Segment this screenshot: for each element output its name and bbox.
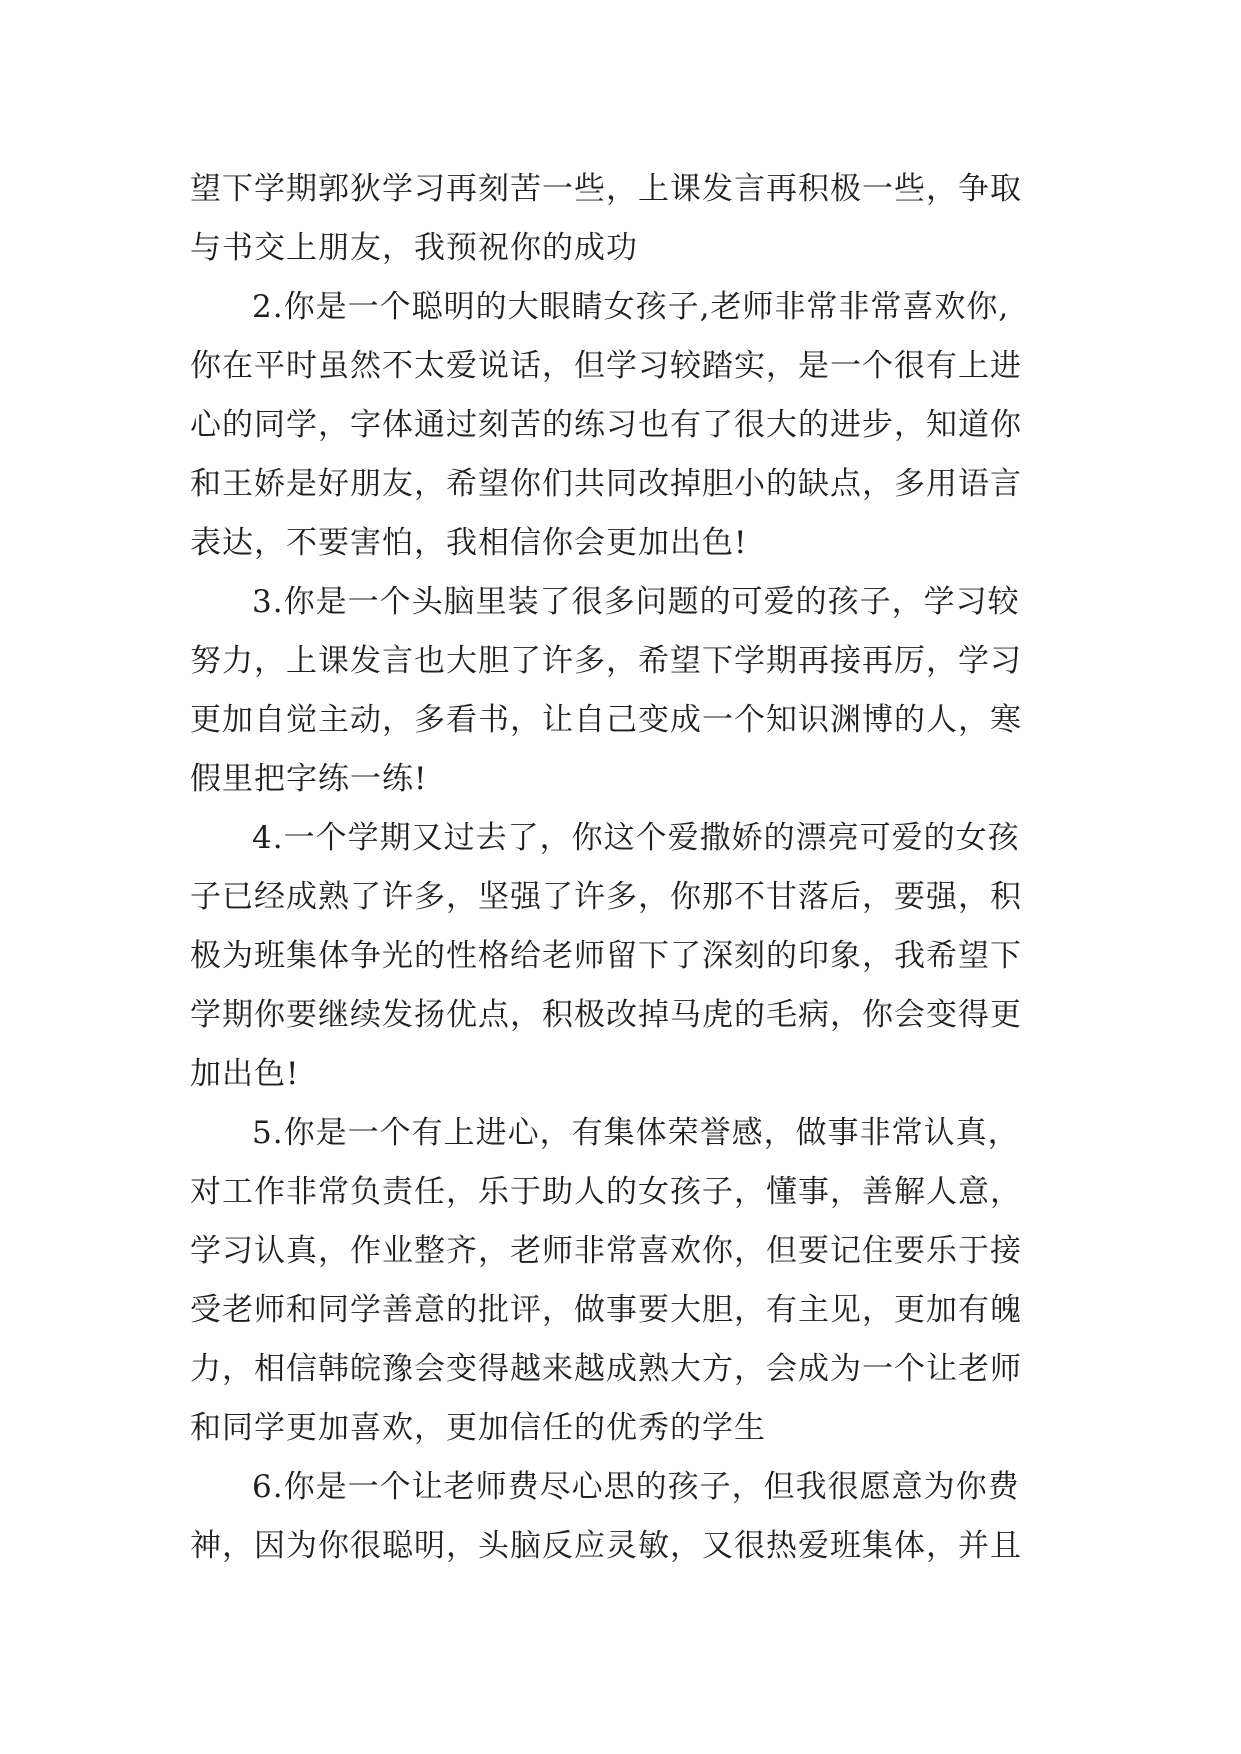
comment-5-start: 5.你是一个有上进心，有集体荣誉感，做事非常认真， xyxy=(252,1115,1020,1151)
comment-3-start: 3.你是一个头脑里装了很多问题的可爱的孩子，学习较 xyxy=(252,584,1020,620)
text-line: 心的同学，字体通过刻苦的练习也有了很大的进步，知道你 xyxy=(190,407,1022,443)
text-line: 加出色! xyxy=(190,1056,300,1092)
comment-2-start: 2.你是一个聪明的大眼睛女孩子,老师非常非常喜欢你, xyxy=(252,289,1010,325)
text-line: 和王娇是好朋友，希望你们共同改掉胆小的缺点，多用语言 xyxy=(190,466,1022,502)
comment-6-start: 6.你是一个让老师费尽心思的孩子，但我很愿意为你费 xyxy=(252,1469,1020,1505)
text-line: 学期你要继续发扬优点，积极改掉马虎的毛病，你会变得更 xyxy=(190,997,1022,1033)
text-line: 学习认真，作业整齐，老师非常喜欢你，但要记住要乐于接 xyxy=(190,1233,1022,1269)
text-line: 力，相信韩皖豫会变得越来越成熟大方，会成为一个让老师 xyxy=(190,1351,1022,1387)
document-body xyxy=(190,160,1090,1576)
text-line: 对工作非常负责任，乐于助人的女孩子，懂事，善解人意， xyxy=(190,1174,1022,1210)
text-line: 极为班集体争光的性格给老师留下了深刻的印象，我希望下 xyxy=(190,938,1022,974)
text-line: 神，因为你很聪明，头脑反应灵敏，又很热爱班集体，并且 xyxy=(190,1528,1022,1564)
text-line: 子已经成熟了许多，坚强了许多，你那不甘落后，要强，积 xyxy=(190,879,1022,915)
text-line: 表达，不要害怕，我相信你会更加出色! xyxy=(190,525,748,561)
text-line: 假里把字练一练! xyxy=(190,761,428,797)
text-line: 受老师和同学善意的批评，做事要大胆，有主见，更加有魄 xyxy=(190,1292,1022,1328)
text-line: 更加自觉主动，多看书，让自己变成一个知识渊博的人，寒 xyxy=(190,702,1022,738)
text-line: 望下学期郭狄学习再刻苦一些，上课发言再积极一些，争取 xyxy=(190,171,1022,207)
text-line: 和同学更加喜欢，更加信任的优秀的学生 xyxy=(190,1410,766,1446)
comment-4-start: 4.一个学期又过去了，你这个爱撒娇的漂亮可爱的女孩 xyxy=(252,820,1020,856)
text-line: 与书交上朋友，我预祝你的成功 xyxy=(190,230,638,266)
text-line: 你在平时虽然不太爱说话，但学习较踏实，是一个很有上进 xyxy=(190,348,1022,384)
text-line: 努力，上课发言也大胆了许多，希望下学期再接再厉，学习 xyxy=(190,643,1022,679)
